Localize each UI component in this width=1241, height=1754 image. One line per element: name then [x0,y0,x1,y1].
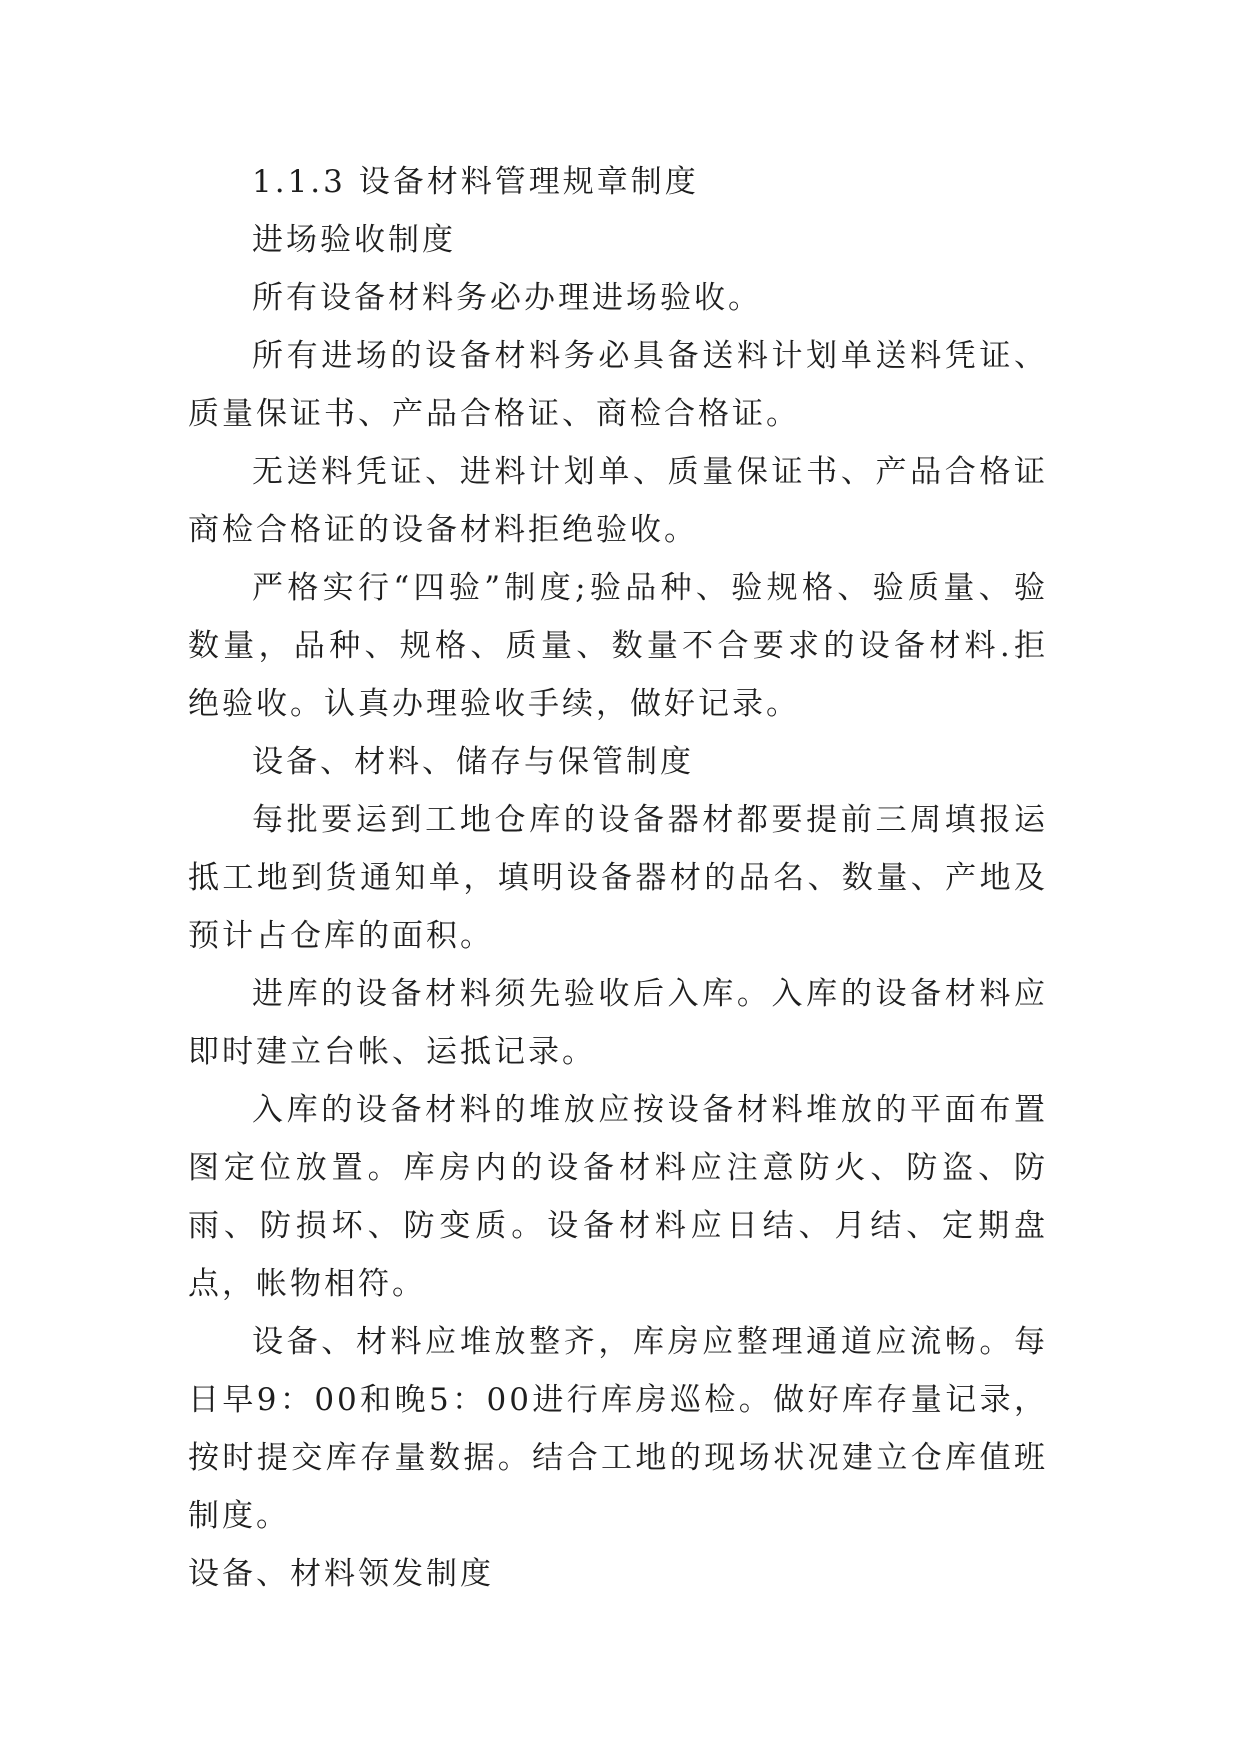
subheading-acceptance-system: 进场验收制度 [252,222,456,258]
document-body [188,153,1048,1603]
subheading-storage-system: 设备、材料、储存与保管制度 [252,744,694,780]
paragraph: 严格实行“四验”制度;验品种、验规格、验质量、验数量，品种、规格、质量、数量不合要求的设备材料.拒绝验收。认真办理验收手续，做好记录。 [188,570,1048,722]
paragraph: 入库的设备材料的堆放应按设备材料堆放的平面布置图定位放置。库房内的设备材料应注意防火、防盗、防雨、防损坏、防变质。设备材料应日结、月结、定期盘点，帐物相符。 [188,1092,1048,1302]
paragraph: 所有进场的设备材料务必具备送料计划单送料凭证、质量保证书、产品合格证、商检合格证。 [188,338,1048,432]
paragraph: 设备、材料应堆放整齐，库房应整理通道应流畅。每日早9：00和晚5：00进行库房巡检。做好库存量记录，按时提交库存量数据。结合工地的现场状况建立仓库值班制度。 [188,1324,1048,1534]
section-heading: 1.1.3 设备材料管理规章制度 [252,164,699,200]
subheading-issuing-system: 设备、材料领发制度 [188,1556,494,1592]
paragraph: 无送料凭证、进料计划单、质量保证书、产品合格证商检合格证的设备材料拒绝验收。 [188,454,1048,548]
paragraph: 每批要运到工地仓库的设备器材都要提前三周填报运抵工地到货通知单，填明设备器材的品名、数量、产地及预计占仓库的面积。 [188,802,1048,954]
paragraph: 所有设备材料务必办理进场验收。 [252,280,762,316]
paragraph: 进库的设备材料须先验收后入库。入库的设备材料应即时建立台帐、运抵记录。 [188,976,1048,1070]
